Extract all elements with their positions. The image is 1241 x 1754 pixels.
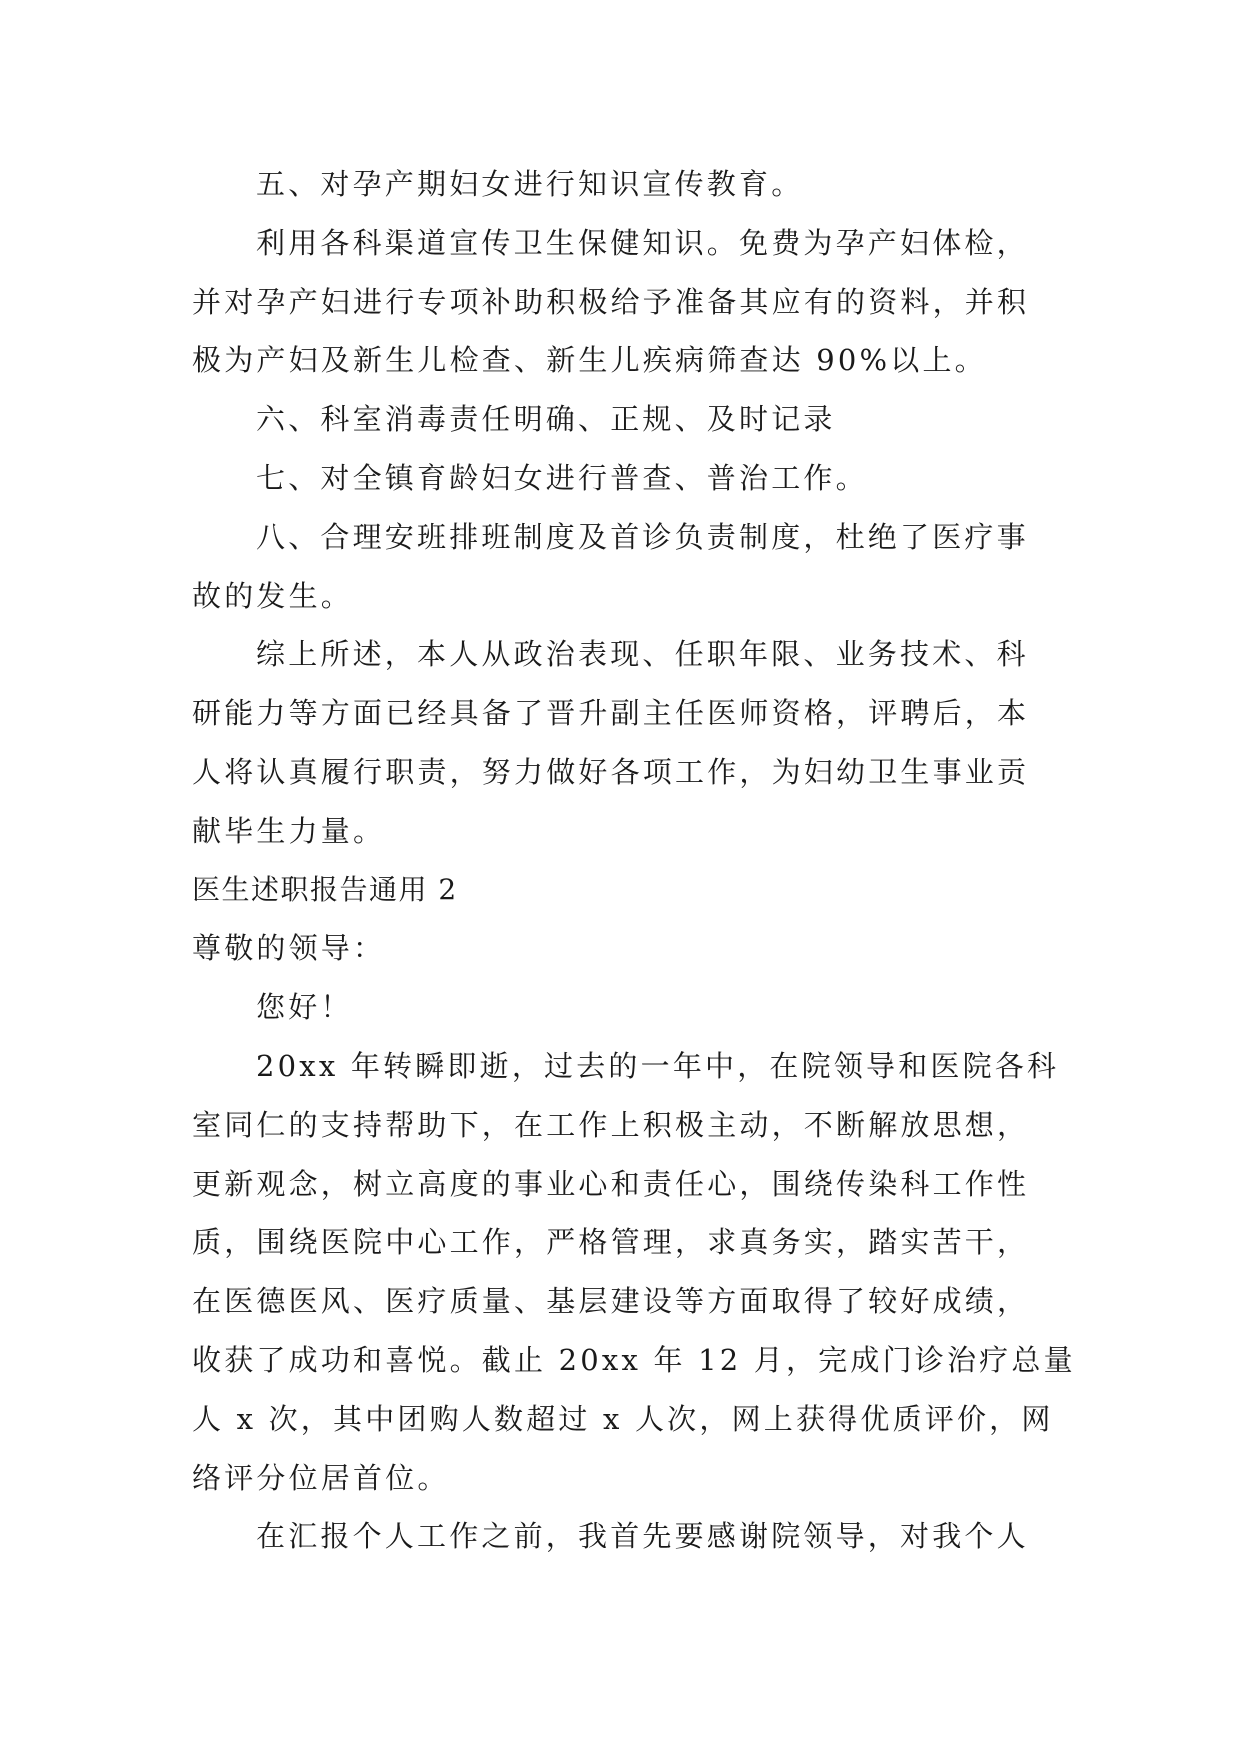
paragraph-line: 室同仁的支持帮助下，在工作上积极主动，不断解放思想， xyxy=(192,1107,1030,1142)
paragraph-line: 利用各科渠道宣传卫生保健知识。免费为孕产妇体检， xyxy=(256,225,1029,260)
paragraph-line: 络评分位居首位。 xyxy=(192,1460,450,1495)
paragraph-line: 五、对孕产期妇女进行知识宣传教育。 xyxy=(256,167,804,201)
paragraph-line: 质，围绕医院中心工作，严格管理，求真务实，踏实苦干， xyxy=(192,1225,1030,1260)
salutation: 尊敬的领导： xyxy=(192,931,386,966)
paragraph-line: 综上所述，本人从政治表现、任职年限、业务技术、科 xyxy=(256,637,1029,672)
paragraph-line: 人将认真履行职责，努力做好各项工作，为妇幼卫生事业贡 xyxy=(192,754,1030,789)
section-heading: 医生述职报告通用 2 xyxy=(192,872,458,906)
paragraph-line: 20xx 年转瞬即逝，过去的一年中，在院领导和医院各科 xyxy=(256,1048,1060,1083)
paragraph-line: 研能力等方面已经具备了晋升副主任医师资格，评聘后，本 xyxy=(192,696,1030,731)
greeting: 您好！ xyxy=(256,990,353,1025)
paragraph-line: 在医德医风、医疗质量、基层建设等方面取得了较好成绩， xyxy=(192,1284,1030,1319)
paragraph-line: 八、合理安班排班制度及首诊负责制度，杜绝了医疗事 xyxy=(256,519,1029,554)
paragraph-line: 人 x 次，其中团购人数超过 x 人次，网上获得优质评价，网 xyxy=(192,1401,1054,1436)
paragraph-line: 六、科室消毒责任明确、正规、及时记录 xyxy=(256,402,836,437)
paragraph-line: 在汇报个人工作之前，我首先要感谢院领导，对我个人 xyxy=(256,1519,1029,1554)
paragraph-line: 并对孕产妇进行专项补助积极给予准备其应有的资料，并积 xyxy=(192,284,1030,319)
paragraph-line: 更新观念，树立高度的事业心和责任心，围绕传染科工作性 xyxy=(192,1166,1030,1201)
paragraph-line: 极为产妇及新生儿检查、新生儿疾病筛查达 90%以上。 xyxy=(192,343,987,378)
paragraph-line: 献毕生力量。 xyxy=(192,813,386,848)
paragraph-line: 七、对全镇育龄妇女进行普查、普治工作。 xyxy=(256,460,868,495)
paragraph-line: 收获了成功和喜悦。截止 20xx 年 12 月，完成门诊治疗总量 xyxy=(192,1342,1076,1377)
document-body xyxy=(192,155,1076,1566)
paragraph-line: 故的发生。 xyxy=(192,578,354,613)
